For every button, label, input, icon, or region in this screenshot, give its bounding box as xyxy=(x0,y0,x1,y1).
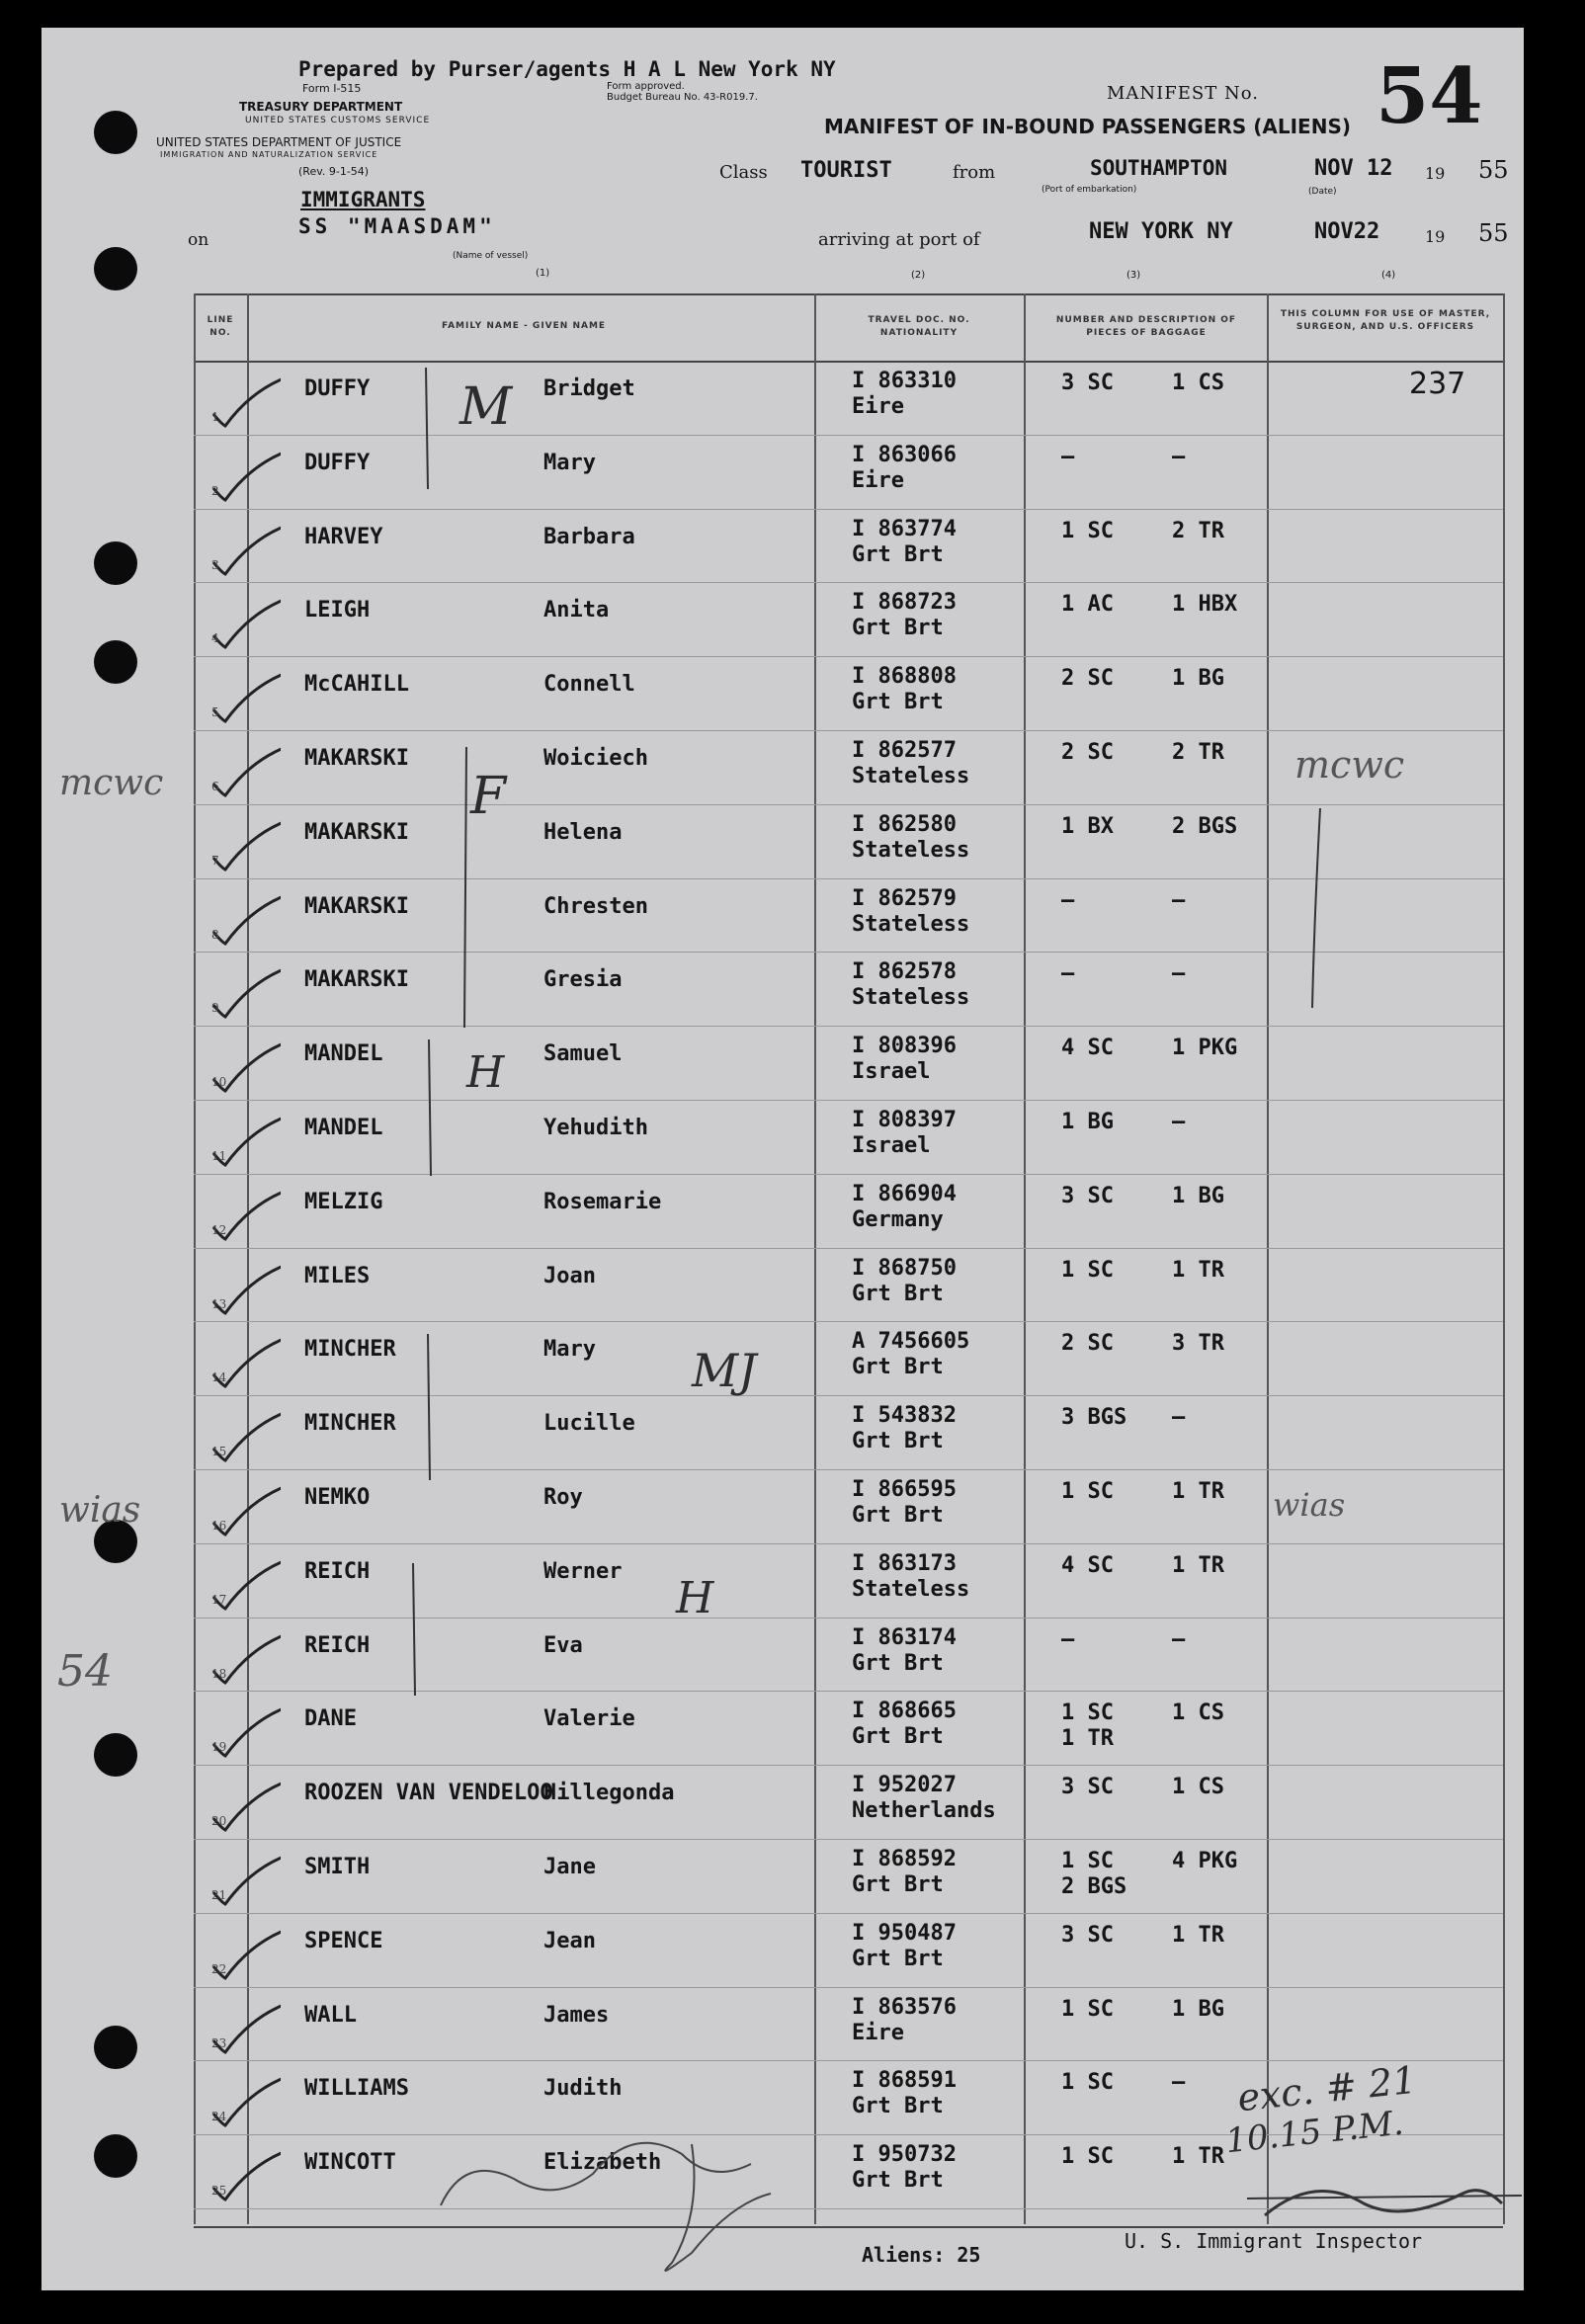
line-number: 22 xyxy=(211,1961,227,1976)
baggage-primary: 1 AC xyxy=(1061,592,1114,618)
given-name: Elizabeth xyxy=(543,2150,662,2176)
travel-doc-number: I 866904 xyxy=(852,1181,957,1206)
arrival-port: NEW YORK NY xyxy=(1089,219,1233,244)
port-caption: (Port of embarkation) xyxy=(1042,185,1137,195)
nationality: Grt Brt xyxy=(852,2168,944,2194)
travel-doc-number: I 862577 xyxy=(852,738,957,763)
travel-doc-number: I 862579 xyxy=(852,885,957,911)
baggage-primary: 1 SC xyxy=(1061,1257,1114,1283)
ins: IMMIGRATION AND NATURALIZATION SERVICE xyxy=(160,150,378,159)
travel-doc-number: I 868750 xyxy=(852,1255,957,1281)
century-1: 19 xyxy=(1425,164,1446,183)
baggage-primary: 2 SC xyxy=(1061,740,1114,765)
column-annotation-mcwc: mcwc xyxy=(1294,743,1405,787)
travel-doc-number: I 808396 xyxy=(852,1034,957,1059)
given-name: Mary xyxy=(543,450,596,475)
family-name: WALL xyxy=(304,2002,357,2028)
travel-doc-number: I 868723 xyxy=(852,590,957,616)
family-name: DUFFY xyxy=(304,450,371,475)
century-2: 19 xyxy=(1425,227,1446,246)
family-name: ROOZEN VAN VENDELOO xyxy=(304,1781,553,1806)
line-number: 5 xyxy=(211,706,219,720)
given-name: Joan xyxy=(543,1263,596,1288)
manifest-no-label: MANIFEST No. xyxy=(1107,83,1259,104)
baggage-additional: 1 PKG xyxy=(1172,1036,1238,1061)
baggage-primary: – xyxy=(1061,444,1075,469)
embarkation-port: SOUTHAMPTON xyxy=(1090,156,1228,180)
family-name: MINCHER xyxy=(304,1411,396,1437)
family-name: REICH xyxy=(304,1558,371,1584)
baggage-additional: 1 CS xyxy=(1172,1775,1224,1800)
col4-caption: (4) xyxy=(1381,270,1396,281)
family-name: MAKARSKI xyxy=(304,819,409,845)
nationality: Grt Brt xyxy=(852,1355,944,1380)
group-mark: F xyxy=(470,767,507,826)
travel-doc-number: A 7456605 xyxy=(852,1329,970,1355)
baggage-primary: 3 SC xyxy=(1061,1775,1114,1800)
given-name: Mary xyxy=(543,1337,596,1363)
date-caption: (Date) xyxy=(1308,187,1337,197)
travel-doc-number: I 543832 xyxy=(852,1403,957,1429)
baggage-primary: 1 SC xyxy=(1061,2070,1114,2096)
nationality: Stateless xyxy=(852,837,970,863)
from-label: from xyxy=(953,162,996,183)
group-mark: H xyxy=(466,1047,505,1098)
baggage-additional: – xyxy=(1172,1626,1186,1652)
col2-caption: (2) xyxy=(911,270,926,281)
column-annotation-wias: wias xyxy=(1273,1486,1346,1524)
col3-caption: (3) xyxy=(1126,270,1141,281)
line-number: 1 xyxy=(211,410,219,424)
nationality: Grt Brt xyxy=(852,1650,944,1676)
budget-bureau: Budget Bureau No. 43-R019.7. xyxy=(607,92,758,103)
exception-time: 10.15 P.M. xyxy=(1223,2103,1406,2162)
baggage-additional: 2 TR xyxy=(1172,518,1224,543)
travel-doc-number: I 862578 xyxy=(852,959,957,985)
baggage-primary: 2 SC xyxy=(1061,1331,1114,1357)
line-number: 20 xyxy=(211,1814,227,1829)
baggage-additional: 1 TR xyxy=(1172,1922,1224,1948)
line-number: 16 xyxy=(211,1519,227,1533)
given-name: Lucille xyxy=(543,1411,635,1437)
col1-caption: (1) xyxy=(536,268,550,279)
column-header-officers: THIS COLUMN FOR USE OF MASTER, SURGEON, AND U.S. OFFICERS xyxy=(1280,309,1491,332)
given-name: James xyxy=(543,2002,610,2028)
family-name: WILLIAMS xyxy=(304,2076,409,2102)
vessel-caption: (Name of vessel) xyxy=(453,251,529,261)
family-name: MANDEL xyxy=(304,1041,383,1067)
family-name: MAKARSKI xyxy=(304,967,409,993)
inspector-title: U. S. Immigrant Inspector xyxy=(1125,2229,1423,2253)
line-number: 15 xyxy=(211,1445,227,1459)
customs-service: UNITED STATES CUSTOMS SERVICE xyxy=(245,116,431,125)
given-name: Barbara xyxy=(543,524,635,549)
nationality: Israel xyxy=(852,1133,931,1158)
family-name: MANDEL xyxy=(304,1116,383,1140)
baggage-additional: 2 BGS xyxy=(1172,813,1238,839)
baggage-primary: 1 SC xyxy=(1061,1996,1114,2022)
line-number: 6 xyxy=(211,780,219,793)
class-value: TOURIST xyxy=(800,158,892,183)
nationality: Eire xyxy=(852,394,904,419)
travel-doc-number: I 950732 xyxy=(852,2142,957,2168)
nationality: Grt Brt xyxy=(852,1281,944,1306)
travel-doc-number: I 863576 xyxy=(852,1994,957,2020)
travel-doc-number: I 862580 xyxy=(852,811,957,837)
given-name: Roy xyxy=(543,1485,583,1510)
line-number: 17 xyxy=(211,1592,227,1607)
nationality: Eire xyxy=(852,467,904,493)
baggage-additional: – xyxy=(1172,887,1186,913)
travel-doc-number: I 952027 xyxy=(852,1773,957,1798)
form-approved: Form approved. xyxy=(607,81,685,92)
baggage-additional: 1 TR xyxy=(1172,2144,1224,2170)
prepared-by: Prepared by Purser/agents H A L New York NY xyxy=(298,57,836,81)
baggage-additional: 1 CS xyxy=(1172,371,1224,395)
treasury-department: TREASURY DEPARTMENT xyxy=(239,100,403,114)
nationality: Netherlands xyxy=(852,1798,996,1824)
year-2: 55 xyxy=(1478,219,1509,247)
baggage-additional: – xyxy=(1172,2070,1186,2096)
exception-note: exc. # 21 xyxy=(1235,2057,1419,2120)
nationality: Stateless xyxy=(852,1576,970,1602)
family-name: MELZIG xyxy=(304,1189,383,1214)
line-number: 21 xyxy=(211,1888,227,1902)
baggage-primary: 1 SC xyxy=(1061,518,1114,543)
column-header-baggage: NUMBER AND DESCRIPTION OF PIECES OF BAGGAGE xyxy=(1055,315,1237,338)
baggage-secondary: 1 TR xyxy=(1061,1726,1114,1752)
family-name: MINCHER xyxy=(304,1337,396,1363)
baggage-additional: 1 TR xyxy=(1172,1479,1224,1504)
given-name: Yehudith xyxy=(543,1116,648,1140)
baggage-additional: – xyxy=(1172,961,1186,987)
baggage-primary: 1 SC xyxy=(1061,1479,1114,1504)
nationality: Grt Brt xyxy=(852,1503,944,1528)
margin-annotation-mcwc: mcwc xyxy=(59,763,164,803)
baggage-primary: 1 SC xyxy=(1061,1701,1114,1726)
given-name: Judith xyxy=(543,2076,623,2102)
family-name: MILES xyxy=(304,1263,371,1288)
travel-doc-number: I 863174 xyxy=(852,1624,957,1650)
baggage-additional: 4 PKG xyxy=(1172,1849,1238,1873)
baggage-primary: 4 SC xyxy=(1061,1036,1114,1061)
baggage-additional: – xyxy=(1172,1110,1186,1134)
baggage-primary: 3 SC xyxy=(1061,1922,1114,1948)
family-name: LEIGH xyxy=(304,598,371,623)
travel-doc-number: I 866595 xyxy=(852,1477,957,1502)
nationality: Grt Brt xyxy=(852,1724,944,1750)
family-name: McCAHILL xyxy=(304,672,409,698)
line-number: 2 xyxy=(211,483,219,498)
travel-doc-number: I 868591 xyxy=(852,2068,957,2094)
column-header-line-no: LINE NO. xyxy=(207,315,234,338)
baggage-primary: 4 SC xyxy=(1061,1552,1114,1578)
given-name: Jean xyxy=(543,1928,596,1953)
baggage-additional: 1 BG xyxy=(1172,666,1224,692)
margin-annotation-wias: wias xyxy=(59,1490,141,1531)
nationality: Grt Brt xyxy=(852,1429,944,1454)
baggage-primary: 2 SC xyxy=(1061,666,1114,692)
baggage-additional: 1 BG xyxy=(1172,1183,1224,1208)
nationality: Grt Brt xyxy=(852,616,944,641)
line-number: 18 xyxy=(211,1666,227,1681)
year-1: 55 xyxy=(1478,156,1509,184)
line-number: 19 xyxy=(211,1740,227,1755)
family-name: WINCOTT xyxy=(304,2150,396,2176)
nationality: Grt Brt xyxy=(852,1946,944,1971)
travel-doc-number: I 868592 xyxy=(852,1847,957,1871)
column-header-travel-doc: TRAVEL DOC. NO. NATIONALITY xyxy=(868,315,970,338)
baggage-primary: 1 BG xyxy=(1061,1110,1114,1134)
aliens-total: Aliens: 25 xyxy=(862,2243,981,2267)
line-number: 8 xyxy=(211,927,219,942)
travel-doc-number: I 950487 xyxy=(852,1920,957,1946)
travel-doc-number: I 863066 xyxy=(852,442,957,467)
group-mark: MJ xyxy=(692,1344,757,1397)
travel-doc-number: I 868808 xyxy=(852,664,957,690)
margin-annotation-54: 54 xyxy=(57,1646,113,1697)
given-name: Hillegonda xyxy=(543,1781,675,1806)
baggage-additional: 3 TR xyxy=(1172,1331,1224,1357)
given-name: Rosemarie xyxy=(543,1189,662,1214)
column-header-name: FAMILY NAME - GIVEN NAME xyxy=(441,321,607,331)
officer-note: 237 xyxy=(1409,367,1466,401)
given-name: Werner xyxy=(543,1558,623,1584)
given-name: Chresten xyxy=(543,893,648,919)
revision: (Rev. 9-1-54) xyxy=(298,165,370,178)
given-name: Valerie xyxy=(543,1706,635,1732)
family-name: SMITH xyxy=(304,1855,371,1879)
line-number: 4 xyxy=(211,631,219,646)
line-number: 13 xyxy=(211,1296,227,1311)
baggage-primary: – xyxy=(1061,1626,1075,1652)
nationality: Stateless xyxy=(852,985,970,1011)
family-name: MAKARSKI xyxy=(304,746,409,771)
baggage-secondary: 2 BGS xyxy=(1061,1874,1127,1899)
baggage-additional: – xyxy=(1172,1405,1186,1431)
line-number: 25 xyxy=(211,2184,227,2199)
baggage-additional: 1 HBX xyxy=(1172,592,1238,618)
given-name: Helena xyxy=(543,819,623,845)
nationality: Grt Brt xyxy=(852,690,944,715)
family-name: HARVEY xyxy=(304,524,383,549)
manifest-number: 54 xyxy=(1376,51,1483,141)
given-name: Eva xyxy=(543,1632,583,1658)
given-name: Bridget xyxy=(543,376,635,401)
baggage-primary: 1 SC xyxy=(1061,1849,1114,1873)
given-name: Jane xyxy=(543,1855,596,1879)
nationality: Stateless xyxy=(852,911,970,937)
given-name: Samuel xyxy=(543,1041,623,1067)
baggage-primary: – xyxy=(1061,961,1075,987)
family-name: DUFFY xyxy=(304,376,371,401)
arrival-date: NOV22 xyxy=(1314,219,1380,244)
travel-doc-number: I 863774 xyxy=(852,516,957,541)
family-name: DANE xyxy=(304,1706,357,1732)
travel-doc-number: I 868665 xyxy=(852,1699,957,1724)
line-number: 3 xyxy=(211,557,219,572)
baggage-primary: 3 SC xyxy=(1061,371,1114,395)
manifest-title: MANIFEST OF IN-BOUND PASSENGERS (ALIENS) xyxy=(824,115,1351,138)
class-label: Class xyxy=(719,162,768,183)
line-number: 9 xyxy=(211,1001,219,1016)
baggage-additional: 1 CS xyxy=(1172,1701,1224,1726)
baggage-additional: 1 BG xyxy=(1172,1996,1224,2022)
on-label: on xyxy=(188,230,209,250)
family-name: SPENCE xyxy=(304,1928,383,1953)
line-number: 24 xyxy=(211,2110,227,2124)
nationality: Stateless xyxy=(852,764,970,788)
nationality: Germany xyxy=(852,1206,944,1232)
nationality: Grt Brt xyxy=(852,1872,944,1897)
vessel-name: SS "MAASDAM" xyxy=(298,214,496,238)
travel-doc-number: I 808397 xyxy=(852,1108,957,1132)
immigrants-label: IMMIGRANTS xyxy=(300,188,426,211)
baggage-additional: 2 TR xyxy=(1172,740,1224,765)
baggage-additional: – xyxy=(1172,444,1186,469)
nationality: Israel xyxy=(852,1059,931,1085)
line-number: 23 xyxy=(211,2035,227,2050)
nationality: Grt Brt xyxy=(852,541,944,567)
baggage-additional: 1 TR xyxy=(1172,1257,1224,1283)
nationality: Grt Brt xyxy=(852,2094,944,2119)
given-name: Woiciech xyxy=(543,746,648,771)
baggage-primary: 1 BX xyxy=(1061,813,1114,839)
family-name: MAKARSKI xyxy=(304,893,409,919)
group-mark: M xyxy=(459,377,513,437)
baggage-primary: – xyxy=(1061,887,1075,913)
line-number: 7 xyxy=(211,853,219,868)
department-of-justice: UNITED STATES DEPARTMENT OF JUSTICE xyxy=(156,135,402,149)
line-number: 10 xyxy=(211,1075,227,1090)
baggage-primary: 3 SC xyxy=(1061,1183,1114,1208)
line-number: 14 xyxy=(211,1370,227,1385)
baggage-additional: 1 TR xyxy=(1172,1552,1224,1578)
given-name: Gresia xyxy=(543,967,623,993)
departure-date: NOV 12 xyxy=(1314,156,1393,181)
family-name: REICH xyxy=(304,1632,371,1658)
travel-doc-number: I 863173 xyxy=(852,1550,957,1576)
baggage-primary: 1 SC xyxy=(1061,2144,1114,2170)
travel-doc-number: I 863310 xyxy=(852,369,957,393)
given-name: Anita xyxy=(543,598,610,623)
family-name: NEMKO xyxy=(304,1485,371,1510)
line-number: 11 xyxy=(211,1149,227,1163)
nationality: Eire xyxy=(852,2020,904,2045)
given-name: Connell xyxy=(543,672,635,698)
arriving-label: arriving at port of xyxy=(818,229,980,250)
line-number: 12 xyxy=(211,1222,227,1237)
form-number: Form I-515 xyxy=(302,82,362,95)
baggage-primary: 3 BGS xyxy=(1061,1405,1127,1431)
group-mark: H xyxy=(676,1573,714,1623)
